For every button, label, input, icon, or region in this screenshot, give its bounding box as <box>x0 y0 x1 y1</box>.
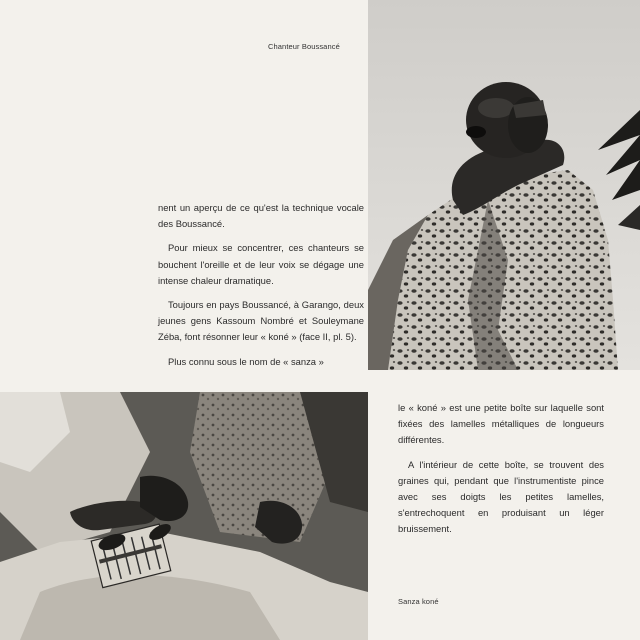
left-text-column <box>158 200 364 378</box>
singer-photo <box>368 0 640 370</box>
left-paragraph-3: Toujours en pays Boussancé, à Garango, deux jeunes gens Kassoum Nombré et Souleymane Zéba, font résonner leur « koné » (face II, pl. 5). <box>158 299 364 343</box>
left-paragraph-2: Pour mieux se concentrer, ces chanteurs se bouchent l'oreille et de leur voix se dégage une intense chaleur dramatique. <box>158 242 364 286</box>
singer-photo-graphic <box>368 0 640 370</box>
sanza-photo-graphic <box>0 392 368 640</box>
left-paragraph-4: Plus connu sous le nom de « sanza » <box>168 355 324 367</box>
singer-photo-caption: Chanteur Boussancé <box>268 42 340 51</box>
sanza-photo <box>0 392 368 640</box>
right-paragraph-2: A l'intérieur de cette boîte, se trouvent des graines qui, pendant que l'instrumentiste pince avec ses doigts les petites lamelles, s'entrechoquent en produisant un léger bruissement. <box>398 458 604 535</box>
left-paragraph-1: nent un aperçu de ce qu'est la technique vocale des Boussancé. <box>158 202 364 230</box>
right-text-column <box>398 400 604 546</box>
sanza-photo-caption: Sanza koné <box>398 597 439 606</box>
right-paragraph-1: le « koné » est une petite boîte sur laquelle sont fixées des lamelles métalliques de longueurs différentes. <box>398 402 604 446</box>
